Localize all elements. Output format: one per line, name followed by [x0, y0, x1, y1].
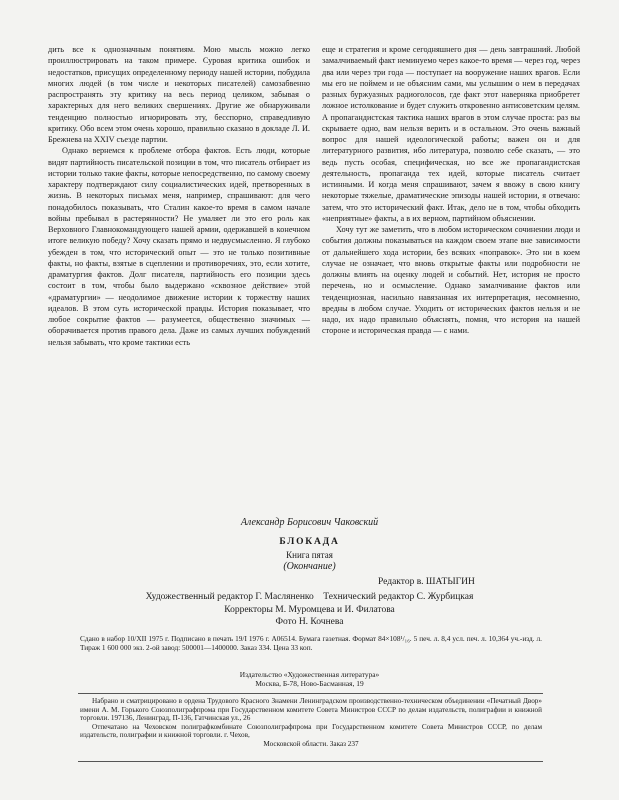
paragraph: еще и стратегия и кроме сегодняшнего дня — день завтрашний. Любой замалчиваемый факт неминуемо через какое-то время — через год, через два или через три года — поступает на вооружение наших врагов. Если мы его не поймем и не объясним сами, мы услышим о нем в передачах разных буржуазных радиоголосов, где факт этот наверняка приобретет ложное истолкование и будет служить откровенно антисоветским целям. А пропагандистская тактика наших врагов в этом случае проста: раз вы скрываете одно, вам нельзя верить и в остальном. Это очень важный вопрос для нашей идеологической работы; важен он и для литературного развития, ибо литература, позволю себе сказать, — это ведь пусть особая, специфическая, но все же пропагандистская деятельность, пропаганда тех идей, которые писатель считает истинными. И когда меня спрашивают, зачем я ввожу в свою книгу некоторые тяжелые, драматические эпизоды нашей истории, я отвечаю: затем, что это исторический факт. Итак, дело не в том, чтобы обходить «неприятные» факты, а в их верном, партийном объяснении.: [322, 45, 580, 223]
typesetting-note: Набрано и сматрицировано в ордена Трудового Красного Знамени Ленинградском производственно-техническом объединении «Печатный Двор» имени А. М. Горького Союзполиграфпрома при Государственном комитете Совета Министров СССР по делам издательств, полиграфии и книжной торговли. 197136, Ленинград, П-136, Гатчинская ул., 26: [80, 697, 542, 723]
printing-note: Отпечатано на Чеховском полиграфкомбинате Союзполиграфпрома при Государственном комитете Совета Министров СССР, по делам издательств, полиграфии и книжной торговли. г. Чехов,: [80, 722, 542, 740]
left-column: [48, 44, 310, 348]
book-title: БЛОКАДА: [279, 537, 340, 547]
imprint-details: Сдано в набор 10/XII 1975 г. Подписано в печать 19/I 1976 г. А06514. Бумага газетная. Формат 84×108¹/₁₆. 5 печ. л. 8,4 усл. печ. л. 10,364 уч.-изд. л. Тираж 1 600 000 экз. 2-ой завод: 500001—1400000. Заказ 334. Цена 33 коп.: [80, 634, 542, 652]
photo-credit: Фото Н. Кочнева: [275, 617, 344, 627]
author-name: Александр Борисович Чаковский: [240, 517, 379, 528]
paragraph: дить все к однозначным понятиям. Мою мысль можно легко проиллюстрировать на таком примере. Суровая критика ошибок и недостатков, присущих определенному периоду нашей истории, побудила многих людей (в том числе и некоторых писателей) самозабвенно распространять эту критику на весь период целиком, забывая о характерных для него великих свершениях. Другие же обнаруживали тенденцию полностью игнорировать эту, бесспорно, справедливую критику. Обо всем этом очень хорошо, правильно сказано в докладе Л. И. Брежнева на XXIV съезде партии.: [48, 45, 310, 144]
divider: [78, 693, 543, 694]
paragraph: Однако вернемся к проблеме отбора фактов. Есть люди, которые видят партийность писательской позиции в том, что писатель отбирает из истории только такие факты, которые непосредственно, по самому своему характеру подтверждают силу социалистических идей, претворенных в жизнь. В некоторых письмах меня, например, спрашивают: для чего понадобилось показывать, что Сталин какое-то время в самом начале войны пребывал в растерянности? Не умаляет ли это его роль как Верховного Главнокомандующего нашей армии, одержавшей в конечном итоге великую победу? Хочу сказать прямо и недвусмысленно. Я глубоко убежден в том, что исторический опыт — это не только позитивные факты, но факты, взятые в сцеплении и противоречиях, это, если хотите, драматургия фактов. Долг писателя, партийность его позиции здесь состоит в том, чтобы было выдержано «сквозное действие» этой «драматургии» — неодолимое движение истории к торжеству наших идеалов. В этом суть исторической правды. История показывает, что любое сокрытие фактов — разумеется, общественно значимых — оборачивается против правого дела. Даже из самых лучших побуждений нельзя забывать, что кроме тактики есть: [48, 146, 310, 347]
paragraph: Хочу тут же заметить, что в любом историческом сочинении люди и события должны показываться на каждом своем этапе вне зависимости от дальнейшего хода истории, без всяких «поправок». Это ни в коем случае не означает, что вновь открытые факты или подробности не должны влиять на оценку людей и событий. Нет, история не просто перечень, но и осмысление. Однако замалчивание фактов или тенденциозная, насильно навязанная их интерпретация, несомненно, вредны в любом случае. Уходить от исторических фактов нельзя и не надо, их надо правильно объяснять, помня, что история на нашей стороне и историческая правда — с нами.: [322, 225, 580, 336]
printing-note-end: Московской области. Заказ 237: [263, 739, 359, 748]
editor-credit: Редактор в. ШАТЫГИН: [378, 577, 475, 587]
divider: [78, 761, 543, 762]
art-technical-editors: Художественный редактор Г. Масляненко Технический редактор С. Журбицкая: [145, 592, 474, 602]
right-column: [322, 44, 580, 337]
publisher-address: Москва, Б-78, Ново-Басманная, 19: [255, 679, 364, 688]
book-part: Книга пятая: [286, 550, 333, 560]
proofreaders: Корректоры М. Муромцева и И. Филатова: [224, 604, 395, 615]
conclusion-note: (Окончание): [283, 561, 336, 572]
publisher-name: Издательство «Художественная литература»: [239, 670, 380, 679]
printing-notes: [80, 697, 542, 749]
publisher-block: [0, 670, 619, 688]
staff-credits: [82, 591, 537, 629]
